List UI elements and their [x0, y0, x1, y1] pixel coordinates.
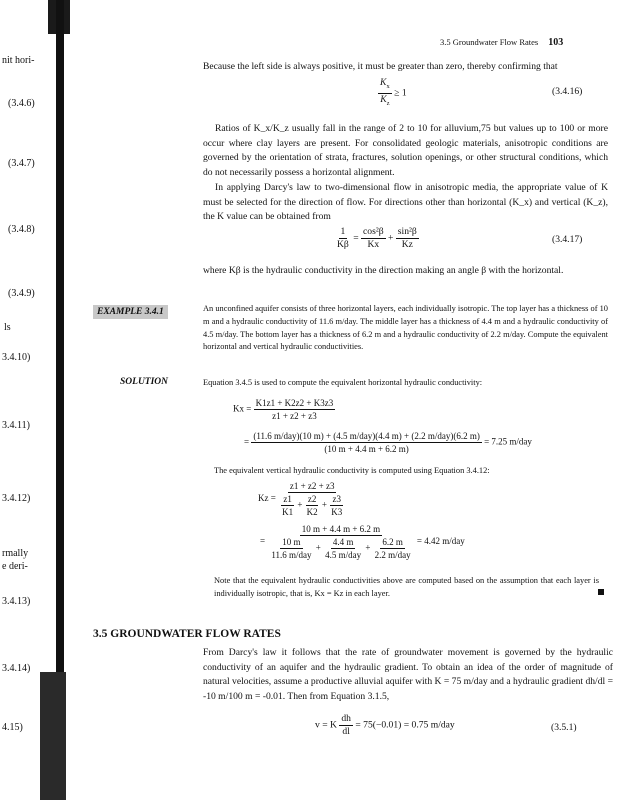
section-paragraph: From Darcy's law it follows that the rate of groundwater movement is governed by the hydraulic conductivity of an aquifer and the hydraulic gradient. To obtain an idea of the order of magnitude of natural velocities, assume a productive alluvial aquifer with K = 75 m/day and a hydraulic gradient dh/dl = -10 m/100 m = -0.01. Then from Equation 3.1.5, [203, 647, 613, 702]
equation-number: (3.4.16) [552, 86, 583, 97]
left-fragment: (3.4.8) [8, 224, 35, 235]
equation-kz-general: Kz = z1 + z2 + z3 $\frac{z1}{K1}$ + $\frac{z2}{K2}$ + $\frac{z3}{K3}$ [258, 481, 343, 517]
left-fragment: rmally [2, 548, 29, 559]
eq-term: sin²β [397, 226, 417, 237]
left-fragment: nit hori- [2, 55, 35, 66]
eq-num: K1z1 + K2z2 + K3z3 [255, 398, 334, 408]
left-fragment: 3.4.14) [2, 663, 31, 674]
equation-kz-numeric: = 10 m + 4.4 m + 6.2 m $\frac{10 m}{\text{11.6 m/day}}$ + $\frac{4.4 m}{\text{4.5 m/day}}$ + $\frac{6.2 m}{\text{2.2 m/day}}$ = 4.42 m/day [260, 524, 465, 560]
equation-kx-general [233, 397, 335, 422]
eq-kx-sub: x [386, 82, 390, 90]
eq-term: K3 [331, 507, 343, 517]
eq-kz-sub: z [386, 99, 390, 107]
equation-3-4-17: $\frac{1}{K\beta}$ = $\frac{\text{cos²β}}{Kx}$ + $\frac{\text{sin²β}}{Kz}$ [337, 226, 417, 250]
paragraph-ratios: Ratios of K_x/K_z usually fall in the range of 2 to 10 for alluvium,75 but values up to 100 or more occur where clay layers are present. For consolidated geologic materials, anisotropic conditions are governed by the orientation of strata, fractures, solution openings, or other structural conditions, which do not necessarily possess a horizontal alignment. [203, 123, 608, 178]
left-fragment: 3.4.13) [2, 596, 31, 607]
left-fragment: ls [4, 322, 11, 333]
eq-term: z2 [307, 494, 317, 504]
eq-relation: ≥ 1 [394, 87, 407, 99]
end-of-example-square-icon [598, 589, 604, 595]
eq-term: 11.6 m/day [271, 550, 312, 560]
equation-number: (3.4.17) [552, 234, 583, 245]
eq-term: Kz [401, 239, 413, 250]
vertical-intro: The equivalent vertical hydraulic conductivity is computed using Equation 3.4.12: [214, 466, 490, 475]
left-fragment: (3.4.9) [8, 288, 35, 299]
eq-term: cos²β [363, 226, 384, 237]
eq-term: Kx [367, 239, 380, 250]
equation-kx-numeric: = $\frac{\text{(11.6 m/day)(10 m) + (4.5 m/day)(4.4 m) + (2.2 m/day)(6.2 m)}}{(10 m + 4.4 m + 6.2 m)}$ = 7.25 m/day [244, 431, 532, 454]
eq-term: K1 [282, 507, 294, 517]
left-fragment: 4.15) [2, 722, 23, 733]
eq-term: 4.5 m/day [325, 550, 362, 560]
eq-num: 10 m + 4.4 m + 6.2 m [301, 524, 381, 534]
eq-term: K2 [306, 507, 318, 517]
eq-num: z1 + z2 + z3 [289, 481, 335, 491]
equation-3-4-16 [378, 77, 407, 110]
equation-3-5-1 [315, 713, 455, 738]
eq-den: dl [342, 726, 350, 737]
eq-num: (11.6 m/day)(10 m) + (4.5 m/day)(4.4 m) + (2.2 m/day)(6.2 m) [253, 431, 480, 441]
equation-number: (3.5.1) [551, 722, 577, 733]
eq-kx: K [380, 77, 387, 88]
solution-note: Note that the equivalent hydraulic conductivities above are computed based on the assumption that each layer is individually isotropic, that is, Kx = Kz in each layer. [214, 576, 599, 598]
binding-edge-bottom [40, 672, 66, 800]
eq-term: z3 [332, 494, 341, 504]
eq-lhs: Kz = [258, 493, 276, 504]
paragraph-intro: Because the left side is always positive, it must be greater than zero, thereby confirming that [203, 61, 558, 72]
eq-lhs: Kx = [233, 403, 252, 414]
paragraph-where: where Kβ is the hydraulic conductivity in the direction making an angle β with the horizontal. [203, 265, 564, 276]
left-fragment: (3.4.7) [8, 158, 35, 169]
solution-label: SOLUTION [120, 377, 169, 387]
left-fragment: e deri- [2, 561, 28, 572]
eq-rhs: = 75(−0.01) = 0.75 m/day [355, 719, 455, 731]
left-fragment: 3.4.11) [2, 420, 30, 431]
eq-num: dh [341, 713, 351, 724]
left-fragment: 3.4.12) [2, 493, 31, 504]
eq-den: (10 m + 4.4 m + 6.2 m) [324, 444, 409, 454]
paragraph-darcy: In applying Darcy's law to two-dimensional flow in anisotropic media, the appropriate value of K must be selected for the direction of flow. For directions other than horizontal (K_x) and vertical (K_z), the K value can be obtained from [203, 182, 608, 222]
eq-kz: K [380, 93, 387, 105]
eq-term: 6.2 m [382, 537, 403, 547]
left-fragment: (3.4.6) [8, 98, 35, 109]
eq-term: Kβ [337, 239, 349, 250]
eq-term: 2.2 m/day [374, 550, 411, 560]
eq-term: z1 [283, 494, 292, 504]
eq-result: = 4.42 m/day [416, 536, 465, 547]
header-section: 3.5 Groundwater Flow Rates [440, 37, 539, 47]
eq-term: 10 m [282, 537, 301, 547]
eq-result: = 7.25 m/day [484, 436, 532, 447]
example-text: An unconfined aquifer consists of three horizontal layers, each individually isotropic. The top layer has a thickness of 10 m and a hydraulic conductivity of 11.6 m/day. The middle layer has a thickness of 4.4 m and a hydraulic conductivity of 4.5 m/day. The bottom layer has a thickness of 6.2 m and a hydraulic conductivity of 2.2 m/day. Compute the equivalent horizontal and vertical hydraulic conductivities. [203, 304, 608, 352]
running-header [440, 37, 563, 48]
eq-term: 1 [340, 226, 346, 237]
eq-term: 4.4 m [332, 537, 354, 547]
page-number: 103 [548, 37, 564, 48]
solution-intro: Equation 3.4.5 is used to compute the equivalent horizontal hydraulic conductivity: [203, 378, 483, 387]
eq-den: z1 + z2 + z3 [272, 411, 317, 421]
eq-lhs: v = K [315, 719, 337, 731]
left-fragment: 3.4.10) [2, 352, 31, 363]
example-label: EXAMPLE 3.4.1 [93, 305, 168, 319]
section-heading: 3.5 GROUNDWATER FLOW RATES [93, 628, 281, 640]
